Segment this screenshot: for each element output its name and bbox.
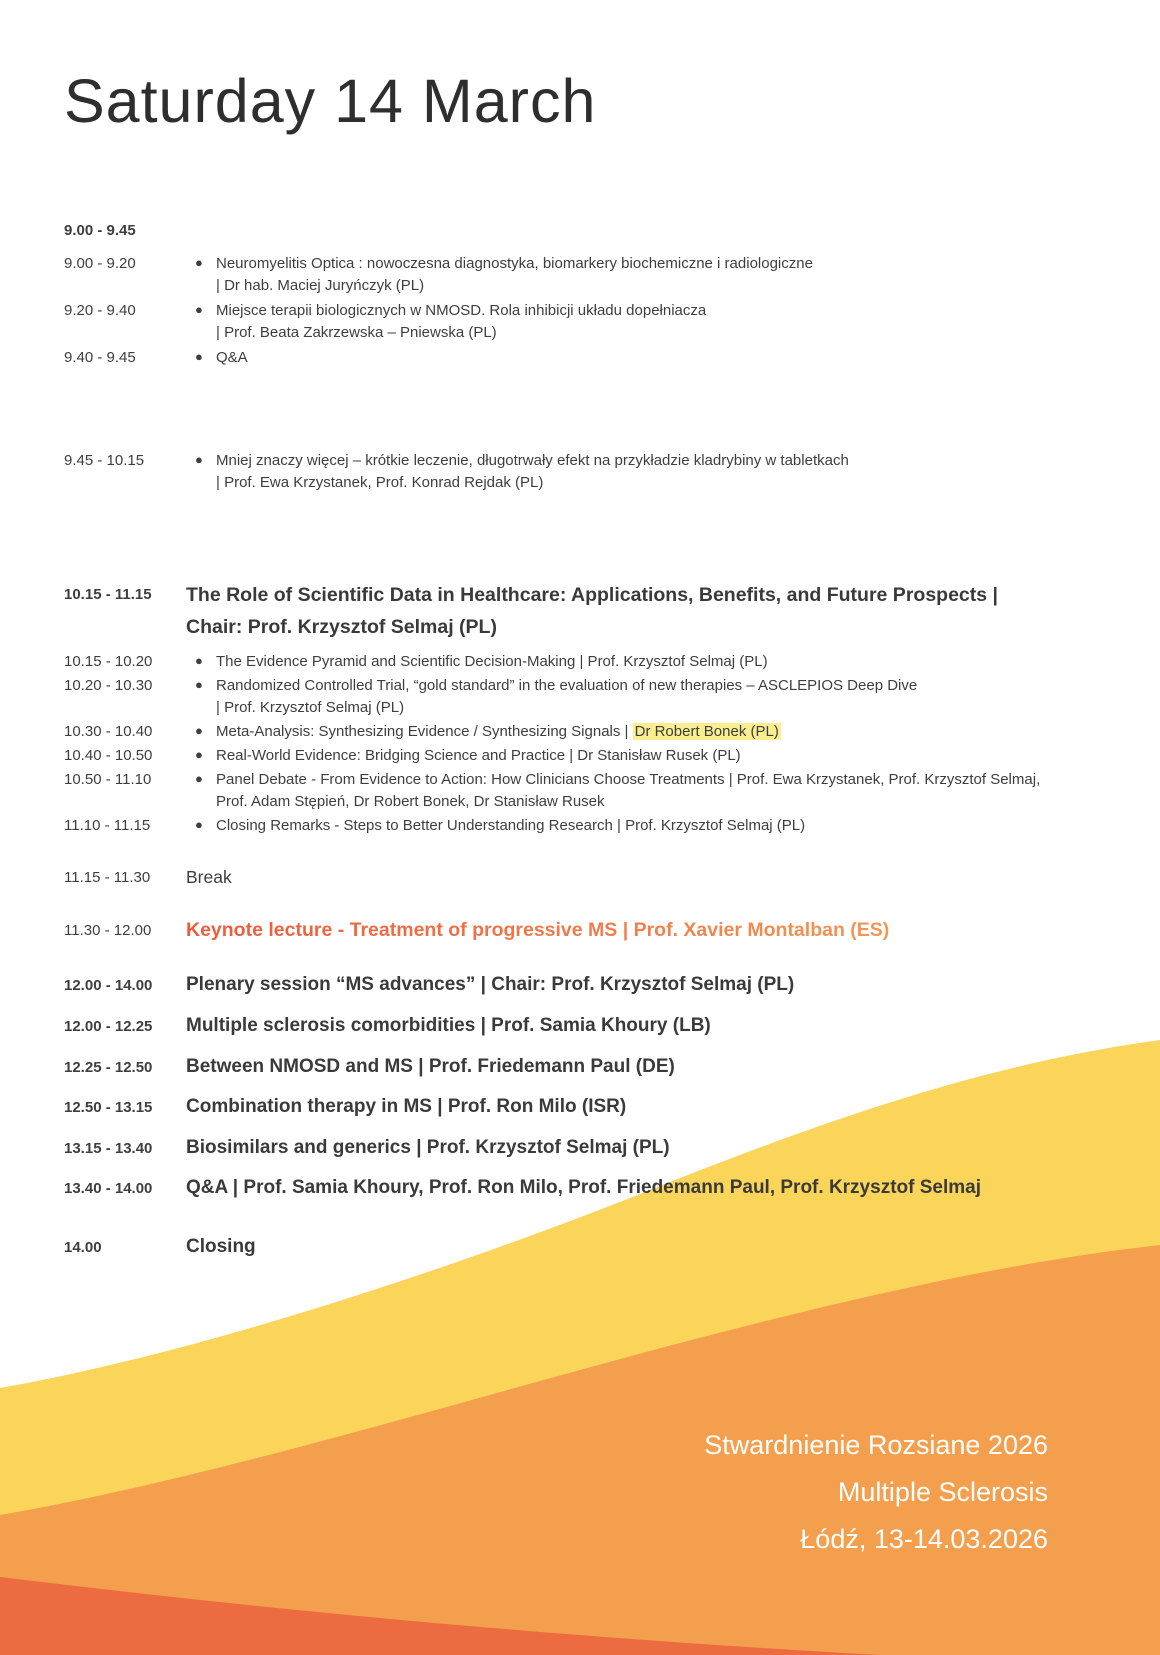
time-label: 10.15 - 11.15: [64, 586, 152, 604]
plenary-title: Multiple sclerosis comorbidities | Prof. Samia Khoury (LB): [186, 1015, 711, 1037]
conference-location-date: Łódź, 13-14.03.2026: [800, 1524, 1048, 1554]
plenary-title: Combination therapy in MS | Prof. Ron Milo (ISR): [186, 1096, 627, 1118]
plenary-title: Plenary session “MS advances” | Chair: Prof. Krzysztof Selmaj (PL): [186, 973, 795, 995]
bullet-icon: ●: [195, 652, 203, 668]
talk-text: [216, 450, 849, 494]
bullet-icon: ●: [195, 747, 203, 763]
closing-label: Closing: [186, 1235, 256, 1257]
talk-text: [216, 253, 813, 297]
talk-item: [186, 300, 1045, 344]
talk-title: Randomized Controlled Trial, “gold standard” in the evaluation of new therapies – ASCLEPIOS Deep Dive: [216, 676, 918, 694]
talk-text: [216, 347, 248, 369]
time-label: 10.40 - 10.50: [64, 747, 153, 765]
schedule-row: [64, 1134, 1045, 1163]
talk-item: [186, 675, 1045, 719]
talk-text: [216, 300, 706, 344]
schedule-row: [64, 651, 1045, 673]
time-label: 11.10 - 11.15: [64, 817, 151, 835]
break-label: Break: [186, 867, 232, 888]
schedule-row: [64, 580, 1045, 642]
time-label: 9.00 - 9.45: [64, 222, 136, 240]
talk-item: [186, 815, 1045, 837]
bullet-icon: ●: [195, 302, 203, 318]
talk-item: [186, 721, 1045, 743]
speaker-text: | Dr hab. Maciej Juryńczyk (PL): [216, 277, 425, 295]
bullet-icon: ●: [195, 349, 203, 365]
talk-text: Real-World Evidence: Bridging Science and Practice | Dr Stanisław Rusek (PL): [216, 747, 741, 765]
conference-footer: [704, 1422, 1048, 1563]
talk-title: Q&A: [216, 349, 248, 367]
bullet-icon: ●: [195, 676, 203, 692]
talk-title: Neuromyelitis Optica : nowoczesna diagnostyka, biomarkery biochemiczne i radiologiczne: [216, 255, 813, 273]
schedule-row: [64, 220, 1045, 239]
talk-text: [216, 721, 781, 743]
bullet-icon: ●: [195, 817, 203, 833]
schedule-row: [64, 721, 1045, 743]
time-label: 9.40 - 9.45: [64, 349, 136, 367]
schedule-row: [64, 253, 1045, 297]
talk-text: Panel Debate - From Evidence to Action: How Clinicians Choose Treatments | Prof. Ewa Krzystanek, Prof. Krzysztof Selmaj, Prof. Adam Stępień, Dr Robert Bonek, Dr Stanisław Rusek: [216, 771, 1041, 811]
schedule-row: [64, 745, 1045, 767]
plenary-title: Q&A | Prof. Samia Khoury, Prof. Ron Milo, Prof. Friedemann Paul, Prof. Krzysztof Selmaj: [186, 1177, 981, 1199]
talk-item: [186, 347, 1045, 369]
time-label: 9.00 - 9.20: [64, 255, 136, 273]
time-label: 12.25 - 12.50: [64, 1058, 153, 1076]
schedule-row: [64, 865, 1045, 890]
talk-item: [186, 450, 1045, 494]
speaker-text: | Prof. Ewa Krzystanek, Prof. Konrad Rejdak (PL): [216, 474, 544, 492]
time-label: 13.15 - 13.40: [64, 1139, 153, 1157]
schedule-row: [64, 815, 1045, 837]
time-label: 10.15 - 10.20: [64, 652, 153, 670]
talk-item: [186, 651, 1045, 673]
time-label: 12.00 - 14.00: [64, 976, 153, 994]
bullet-icon: ●: [195, 771, 203, 787]
time-label: 14.00: [64, 1238, 102, 1256]
schedule-row: [64, 916, 1045, 944]
talk-text: The Evidence Pyramid and Scientific Decision-Making | Prof. Krzysztof Selmaj (PL): [216, 652, 768, 670]
plenary-title: Between NMOSD and MS | Prof. Friedemann Paul (DE): [186, 1055, 675, 1077]
schedule-row: [64, 300, 1045, 344]
speaker-text: | Prof. Beata Zakrzewska – Pniewska (PL): [216, 324, 497, 342]
schedule-row: [64, 450, 1045, 494]
session-title: The Role of Scientific Data in Healthcare: Applications, Benefits, and Future Prospects | Chair: Prof. Krzysztof Selmaj (PL): [186, 584, 998, 638]
keynote-title: Keynote lecture - Treatment of progressive MS | Prof. Xavier Montalban (ES): [186, 916, 1045, 944]
time-label: 10.30 - 10.40: [64, 722, 153, 740]
time-label: 12.00 - 12.25: [64, 1018, 153, 1036]
speaker-text: | Prof. Krzysztof Selmaj (PL): [216, 698, 405, 716]
talk-item: [186, 769, 1045, 813]
talk-title: Miejsce terapii biologicznych w NMOSD. Rola inhibicji układu dopełniacza: [216, 302, 707, 320]
plenary-title: Biosimilars and generics | Prof. Krzysztof Selmaj (PL): [186, 1136, 670, 1158]
bullet-icon: ●: [195, 722, 203, 738]
schedule-row: [64, 1012, 1045, 1041]
talk-title: Meta-Analysis: Synthesizing Evidence / Synthesizing Signals |: [216, 722, 633, 740]
schedule-row: [64, 1174, 1045, 1203]
schedule-row: [64, 347, 1045, 369]
schedule-row: [64, 675, 1045, 719]
time-label: 9.20 - 9.40: [64, 302, 136, 320]
bullet-icon: ●: [195, 255, 203, 271]
talk-item: [186, 745, 1045, 767]
time-label: 11.30 - 12.00: [64, 921, 152, 939]
schedule-row: [64, 1093, 1045, 1122]
time-label: 13.40 - 14.00: [64, 1180, 153, 1198]
talk-text: [216, 675, 917, 719]
highlighted-speaker: Dr Robert Bonek (PL): [634, 722, 779, 740]
page-title: Saturday 14 March: [64, 67, 597, 135]
time-label: 10.50 - 11.10: [64, 771, 152, 789]
time-label: 10.20 - 10.30: [64, 676, 153, 694]
bullet-icon: ●: [195, 452, 203, 468]
talk-title: Mniej znaczy więcej – krótkie leczenie, długotrwały efekt na przykładzie kladrybiny w tabletkach: [216, 452, 849, 470]
schedule-row: [64, 971, 1045, 1000]
talk-item: [186, 253, 1045, 297]
talk-text: Closing Remarks - Steps to Better Understanding Research | Prof. Krzysztof Selmaj (PL): [216, 817, 806, 835]
time-label: 12.50 - 13.15: [64, 1099, 153, 1117]
conference-name-en: Multiple Sclerosis: [837, 1477, 1048, 1507]
schedule-row: [64, 769, 1045, 813]
schedule-row: [64, 1233, 1045, 1262]
conference-name-pl: Stwardnienie Rozsiane 2026: [704, 1430, 1048, 1460]
schedule-row: [64, 1053, 1045, 1082]
time-label: 11.15 - 11.30: [64, 869, 151, 887]
time-label: 9.45 - 10.15: [64, 452, 145, 470]
